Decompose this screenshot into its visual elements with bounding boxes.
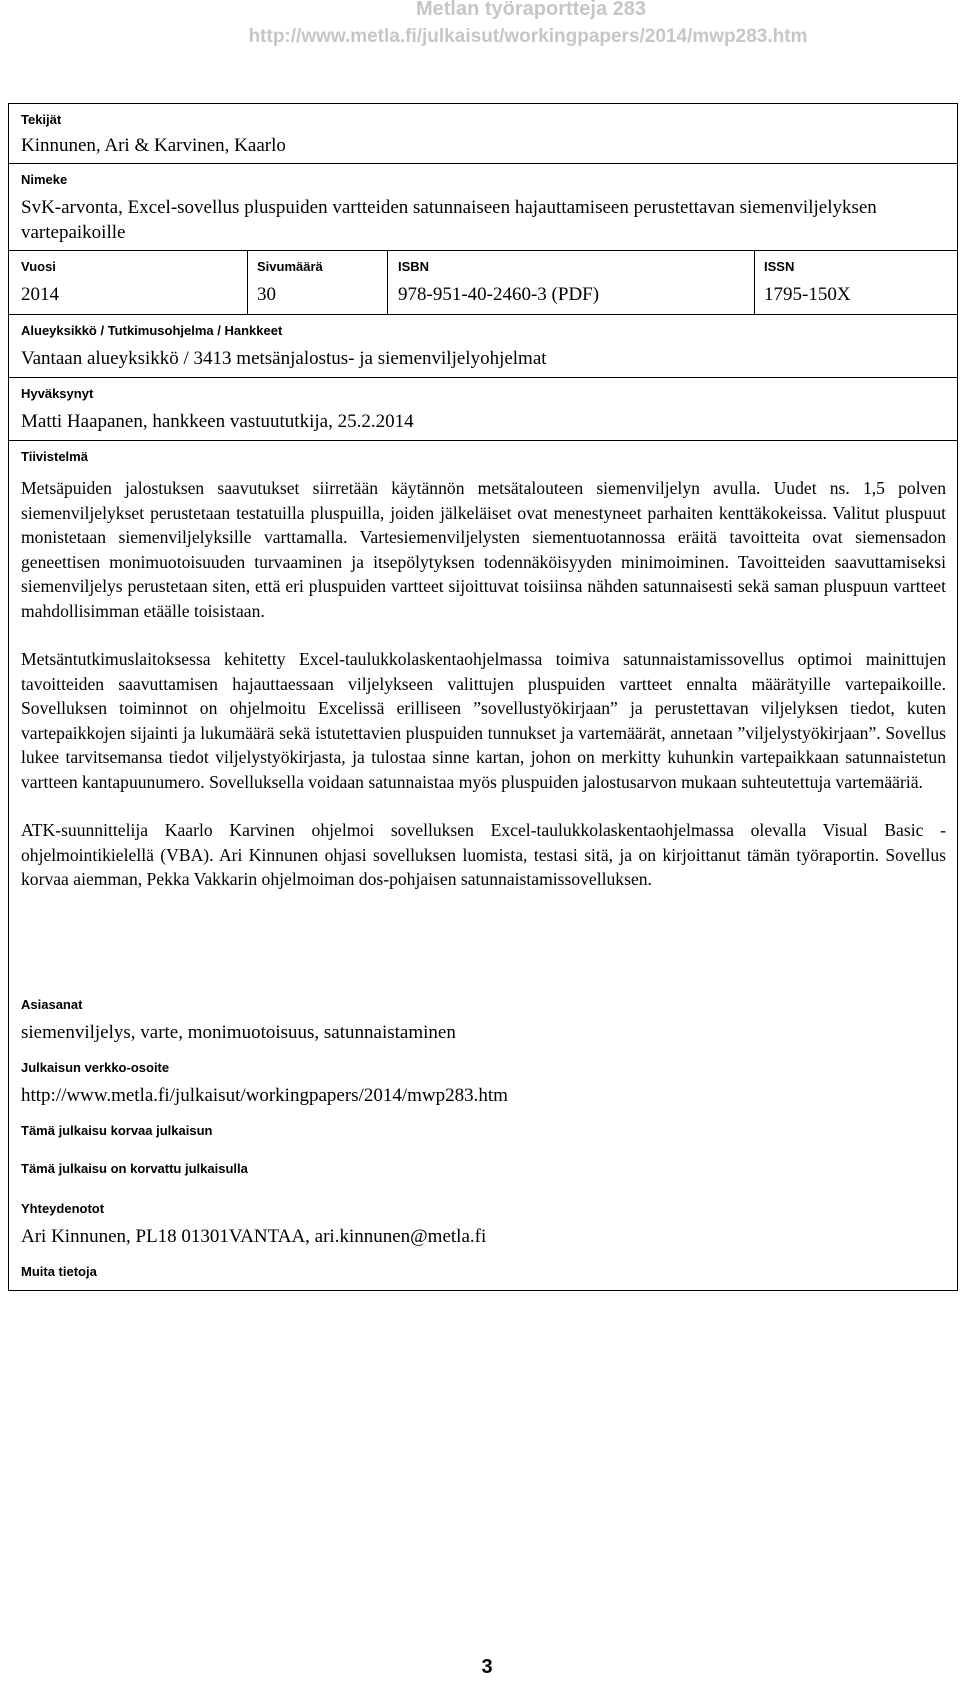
authors-value: Kinnunen, Ari & Karvinen, Kaarlo	[21, 135, 286, 156]
unit-value: Vantaan alueyksikkö / 3413 metsänjalostus- ja siemenviljelyohjelmat	[21, 348, 547, 369]
issn-label: ISSN	[764, 259, 795, 274]
abstract-paragraph: Metsäpuiden jalostuksen saavutukset siirretään käytännön metsätalouteen siemenviljelyn avulla. Uudet ns. 1,5 polven siemenviljelykset perustetaan testatuilla pluspuilla, joiden jälkeläiset ovat menestyneet parhaiten kenttäkokeissa. Valitut pluspuut monistetaan siemenviljelyksille varttamalla. Vartesiemenviljelysten siementuotannossa eräitä tavoitteita ovat siemensadon geneettisen monimuotoisuuden turvaaminen ja itsepölytyksen todennäköisyyden minimoiminen. Tavoitteiden saavuttamiseksi siemenviljelys perustetaan siten, että eri pluspuiden vartteet sijoittuvat toisiinsa nähden satunnaisesti sekä saman pluspuun vartteet mahdollisimman etäälle toisistaan.	[21, 478, 946, 621]
divider	[9, 314, 957, 315]
abstract-paragraph: ATK-suunnittelija Kaarlo Karvinen ohjelmoi sovelluksen Excel-taulukkolaskentaohjelmassa olevalla Visual Basic -ohjelmointikielellä (VBA). Ari Kinnunen ohjasi sovelluksen luomista, testasi sitä, ja on kirjoittanut tämän työraportin. Sovellus korvaa aiemman, Pekka Vakkarin ohjelmoiman dos-pohjaisen satunnaistamissovelluksen.	[21, 820, 946, 889]
web-value: http://www.metla.fi/julkaisut/workingpapers/2014/mwp283.htm	[21, 1085, 508, 1106]
contact-value: Ari Kinnunen, PL18 01301VANTAA, ari.kinnunen@metla.fi	[21, 1226, 487, 1247]
keywords-value: siemenviljelys, varte, monimuotoisuus, satunnaistaminen	[21, 1022, 456, 1043]
keywords-label: Asiasanat	[21, 997, 83, 1012]
divider	[387, 250, 388, 314]
title-label: Nimeke	[21, 172, 68, 187]
year-label: Vuosi	[21, 259, 56, 274]
authors-label: Tekijät	[21, 112, 62, 127]
divider	[9, 377, 957, 378]
header-url: http://www.metla.fi/julkaisut/workingpapers/2014/mwp283.htm	[248, 26, 808, 47]
isbn-label: ISBN	[398, 259, 430, 274]
year-value: 2014	[21, 284, 59, 305]
pages-label: Sivumäärä	[257, 259, 323, 274]
pages-value: 30	[257, 284, 276, 305]
divider	[9, 250, 957, 251]
replaces-label: Tämä julkaisu korvaa julkaisun	[21, 1123, 213, 1138]
approved-label: Hyväksynyt	[21, 386, 94, 401]
approved-value: Matti Haapanen, hankkeen vastuututkija, 25.2.2014	[21, 411, 414, 432]
title-value: SvK-arvonta, Excel-sovellus pluspuiden vartteiden satunnaiseen hajauttamiseen perustettavan siemenviljelyksen vartepaikoille	[21, 197, 877, 243]
other-label: Muita tietoja	[21, 1264, 97, 1279]
divider	[9, 163, 957, 164]
header-series: Metlan työraportteja 283	[415, 0, 647, 20]
divider	[754, 250, 755, 314]
divider	[9, 440, 957, 441]
abstract-paragraph: Metsäntutkimuslaitoksessa kehitetty Excel-taulukkolaskentaohjelmassa toimiva satunnaistamissovellus optimoi mainittujen tavoitteiden saavuttamisen hajauttaessaan viljelykseen valittujen pluspuiden vartteet ennalta määrätyille vartepaikoille. Sovelluksen toiminnot on ohjelmoitu Excelissä erilliseen ”sovellustyökirjaan” ja perustettavan viljelyksen tiedot, kuten vartepaikkojen sijainti ja lukumäärä sekä istutettavien pluspuiden tunnukset ja vartemäärät, annetaan ”viljelystyökirjaan”. Sovellus lukee tarvitsemansa tiedot viljelystyökirjasta, ja tulostaa sinne kartan, johon on merkitty kuhunkin vartepaikkaan satunnaistetun vartteen kantapuunumero. Sovelluksella voidaan satunnaistaa myös pluspuiden jalostusarvon mukaan suhteutettuja vartemääriä.	[21, 649, 946, 792]
page-number: 3	[481, 1656, 493, 1678]
abstract-label: Tiivistelmä	[21, 449, 88, 464]
isbn-value: 978-951-40-2460-3 (PDF)	[398, 284, 600, 305]
issn-value: 1795-150X	[764, 284, 851, 305]
divider	[247, 250, 248, 314]
web-label: Julkaisun verkko-osoite	[21, 1060, 170, 1075]
corrected-label: Tämä julkaisu on korvattu julkaisulla	[21, 1161, 248, 1176]
description-table	[8, 103, 958, 1291]
contact-label: Yhteydenotot	[21, 1201, 105, 1216]
unit-label: Alueyksikkö / Tutkimusohjelma / Hankkeet	[21, 323, 283, 338]
abstract	[21, 476, 946, 892]
